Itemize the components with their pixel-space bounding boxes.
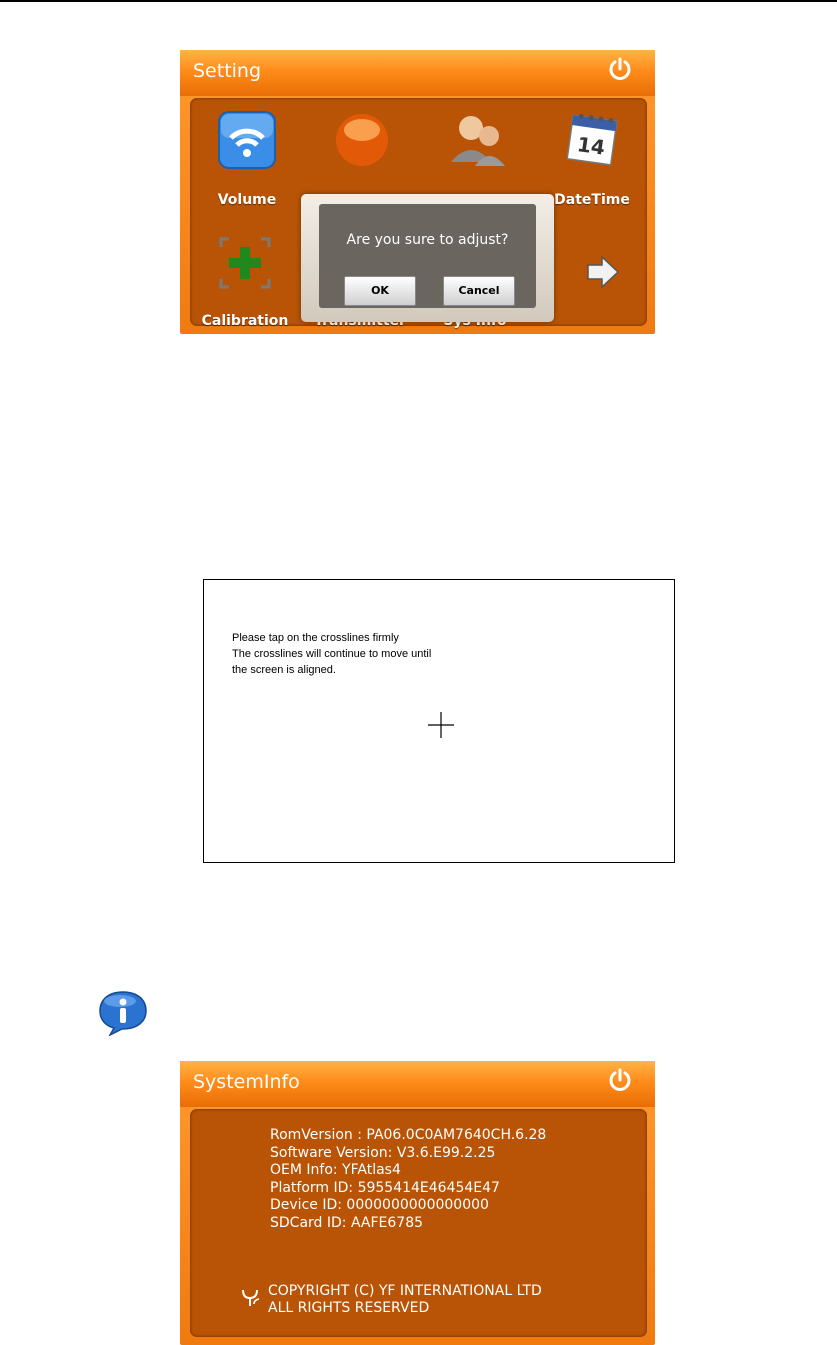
app-calibration-label: Calibration (201, 313, 289, 329)
device-id-line: Device ID: 0000000000000000 (270, 1197, 489, 1213)
app-volume-label: Volume (217, 192, 277, 208)
systeminfo-titlebar (180, 1061, 655, 1107)
copyright-line-2: ALL RIGHTS RESERVED (268, 1300, 430, 1316)
calibration-instruction-1: Please tap on the crosslines firmly (232, 632, 399, 644)
setting-title: Setting (193, 60, 262, 82)
next-page-arrow-icon[interactable] (582, 252, 622, 292)
brightness-orb-icon (332, 110, 392, 170)
calibration-instruction-2: The crosslines will continue to move until (232, 648, 432, 660)
confirm-dialog-body (319, 204, 536, 308)
setting-titlebar (180, 50, 655, 96)
app-volume[interactable] (192, 110, 302, 210)
systeminfo-title: SystemInfo (193, 1071, 300, 1093)
calibration-crosshair-icon[interactable] (428, 712, 454, 738)
power-icon[interactable] (607, 56, 633, 82)
rom-version-line: RomVersion : PA06.0C0AM7640CH.6.28 (270, 1127, 547, 1143)
systeminfo-details (270, 1127, 546, 1232)
cancel-button[interactable]: Cancel (443, 276, 515, 306)
company-logo-icon (240, 1286, 262, 1308)
wifi-volume-icon (217, 110, 277, 170)
users-icon (447, 110, 507, 170)
calendar-day: 14 (575, 132, 607, 160)
confirm-dialog-message: Are you sure to adjust? (346, 232, 509, 248)
systeminfo-screen (180, 1061, 655, 1345)
setting-content (190, 98, 647, 329)
copyright-line-1: COPYRIGHT (C) YF INTERNATIONAL LTD (268, 1283, 542, 1299)
setting-screen (180, 50, 655, 334)
calendar-icon (562, 110, 622, 170)
systeminfo-content (190, 1109, 647, 1337)
oem-info-line: OEM Info: YFAtlas4 (270, 1162, 401, 1178)
ok-button[interactable]: OK (344, 276, 416, 306)
page-top-rule (0, 0, 837, 2)
power-icon[interactable] (607, 1067, 633, 1093)
calibration-cross-icon (215, 233, 275, 293)
info-bubble-icon (98, 990, 148, 1036)
confirm-dialog (301, 194, 554, 322)
app-datetime[interactable] (537, 110, 647, 210)
app-datetime-label: DateTime (554, 192, 630, 208)
platform-id-line: Platform ID: 5955414E46454E47 (270, 1179, 500, 1196)
app-calibration[interactable] (190, 233, 300, 333)
software-version-line: Software Version: V3.6.E99.2.25 (270, 1144, 496, 1161)
calibration-instruction-3: the screen is aligned. (232, 664, 336, 676)
calibration-screen[interactable] (203, 579, 675, 863)
copyright-text (268, 1283, 542, 1317)
sdcard-id-line: SDCard ID: AAFE6785 (270, 1214, 424, 1231)
